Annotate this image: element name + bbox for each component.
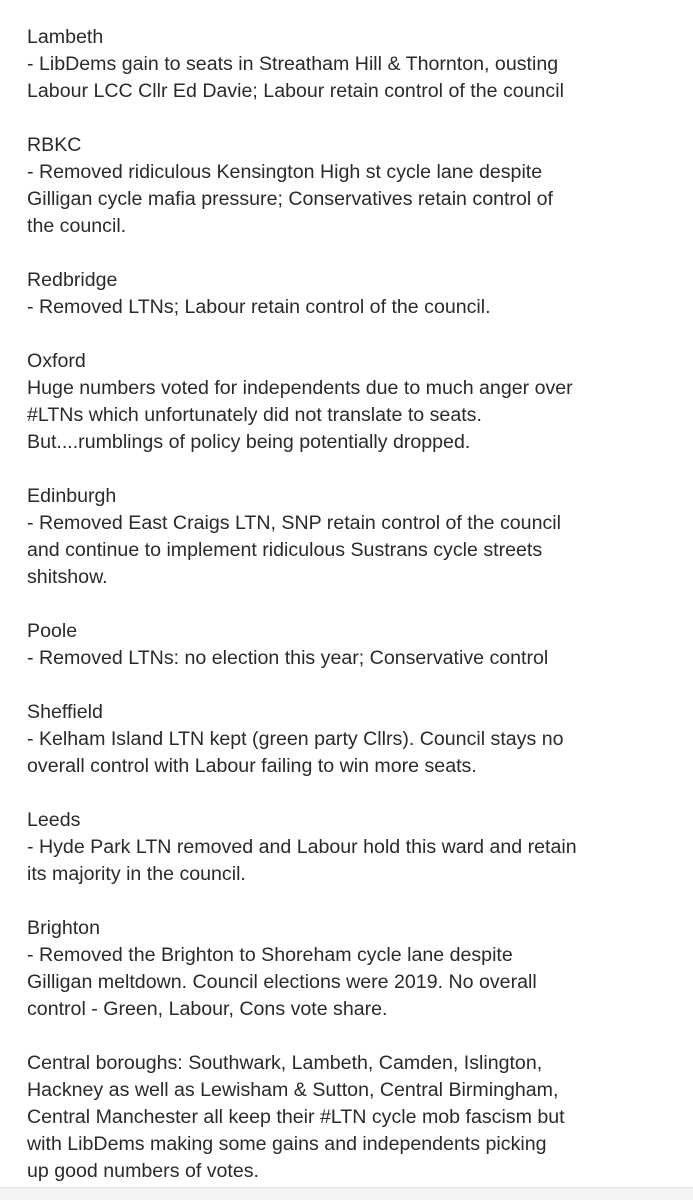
section-lambeth — [27, 24, 687, 105]
section-redbridge — [27, 267, 687, 321]
bottom-edge-bar — [0, 1187, 693, 1200]
section-body: - Removed East Craigs LTN, SNP retain control of the council and continue to implement ridiculous Sustrans cycle streets shitshow. — [27, 512, 561, 588]
section-body: - Hyde Park LTN removed and Labour hold this ward and retain its majority in the council. — [27, 836, 577, 885]
section-heading: Redbridge — [27, 269, 118, 291]
section-heading: Poole — [27, 620, 78, 642]
section-heading: RBKC — [27, 134, 82, 156]
section-heading: Oxford — [27, 350, 86, 372]
section-body: - Removed the Brighton to Shoreham cycle lane despite Gilligan meltdown. Council elections were 2019. No overall control - Green, Labour, Cons vote share. — [27, 944, 537, 1020]
section-heading: Edinburgh — [27, 485, 117, 507]
section-heading: Lambeth — [27, 26, 104, 48]
note-document — [27, 24, 687, 1185]
section-body: Central boroughs: Southwark, Lambeth, Camden, Islington, Hackney as well as Lewisham & Sutton, Central Birmingham, Central Manchester all keep their #LTN cycle mob fascism but with LibDems making some gains and independents picking up good numbers of votes. — [27, 1052, 565, 1182]
section-poole — [27, 618, 687, 672]
section-body: - Removed LTNs: no election this year; Conservative control — [27, 647, 549, 669]
section-heading: Brighton — [27, 917, 100, 939]
section-heading: Leeds — [27, 809, 81, 831]
section-rbkc — [27, 132, 687, 240]
section-heading: Sheffield — [27, 701, 103, 723]
section-sheffield — [27, 699, 687, 780]
section-brighton — [27, 915, 687, 1023]
section-body: - Removed LTNs; Labour retain control of the council. — [27, 296, 491, 318]
section-edinburgh — [27, 483, 687, 591]
section-body: - Kelham Island LTN kept (green party Cllrs). Council stays no overall control with Labour failing to win more seats. — [27, 728, 564, 777]
section-body: - LibDems gain to seats in Streatham Hill & Thornton, ousting Labour LCC Cllr Ed Davie; Labour retain control of the council — [27, 53, 564, 102]
section-oxford — [27, 348, 687, 456]
section-body: Huge numbers voted for independents due to much anger over #LTNs which unfortunately did not translate to seats. But....rumblings of policy being potentially dropped. — [27, 377, 573, 453]
section-body: - Removed ridiculous Kensington High st cycle lane despite Gilligan cycle mafia pressure; Conservatives retain control of the council. — [27, 161, 553, 237]
section-leeds — [27, 807, 687, 888]
section-central-boroughs — [27, 1050, 687, 1185]
